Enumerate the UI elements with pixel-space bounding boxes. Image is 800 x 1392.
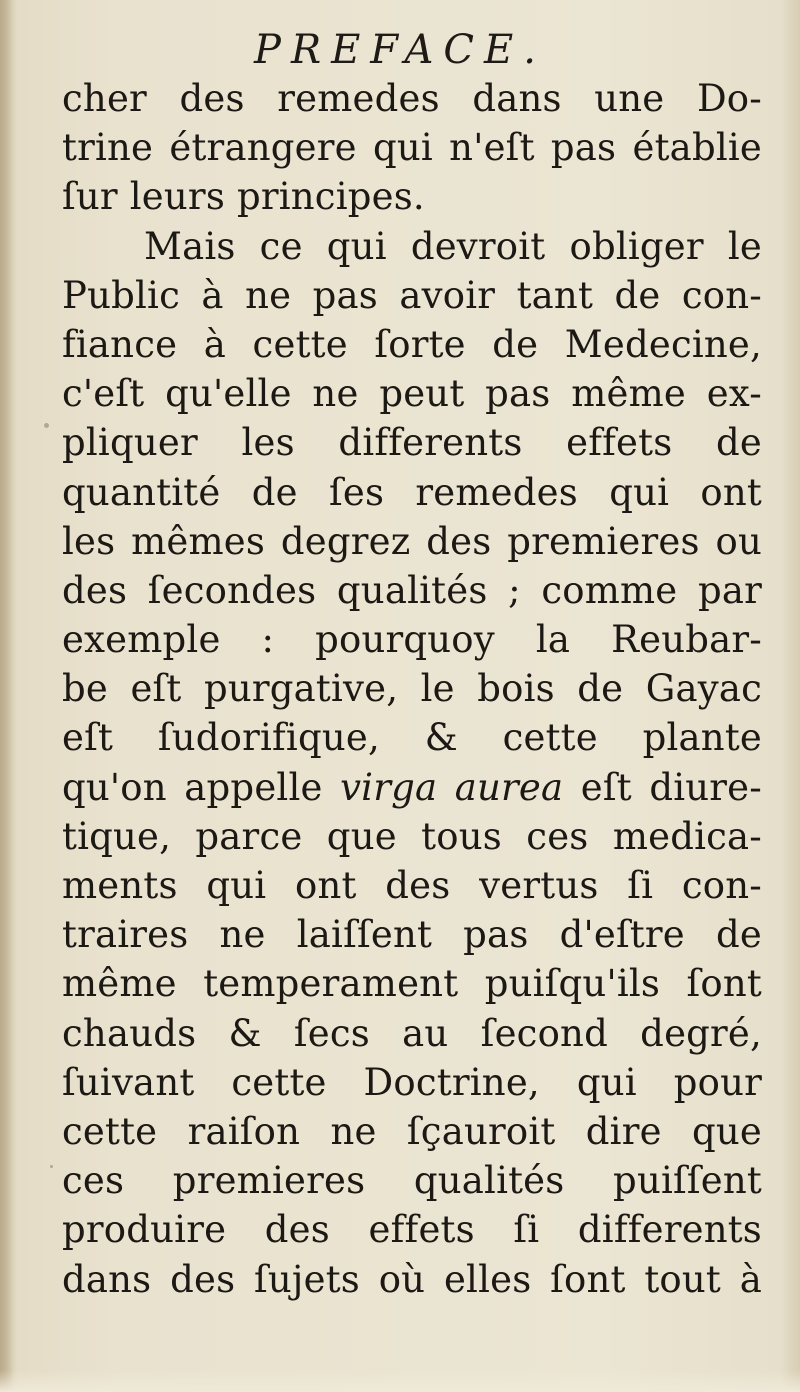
text-line: be eſt purgative, le bois de Gayac	[62, 667, 762, 711]
text-line: ces premieres qualités puiſſent	[62, 1159, 762, 1203]
text-line: cher des remedes dans une Do-	[62, 77, 762, 120]
text-line: tique, parce que tous ces medica-	[62, 814, 762, 858]
text-segment: eſt diure-	[563, 765, 762, 809]
text-line: cette raiſon ne ſçauroit dire que	[62, 1109, 762, 1153]
text-line: traires ne laiſſent pas d'eſtre de	[62, 913, 762, 957]
text-line: Public à ne pas avoir tant de con-	[62, 273, 762, 317]
ink-speck	[44, 423, 49, 428]
text-line: produire des effets ſi differents	[62, 1208, 762, 1252]
ink-speck	[50, 1165, 53, 1168]
text-line	[62, 763, 762, 812]
text-line: chauds & ſecs au ſecond degré,	[62, 1011, 762, 1055]
text-line: même temperament puiſqu'ils ſont	[62, 962, 762, 1006]
page-bottom-edge	[0, 1370, 800, 1392]
page-gutter-shadow	[0, 0, 14, 1392]
text-segment: qu'on appelle	[62, 765, 341, 809]
text-line: quantité de ſes remedes qui ont	[62, 470, 762, 514]
running-head: PREFACE.	[254, 27, 546, 73]
text-line: dans des ſujets où elles ſont tout à	[62, 1257, 762, 1301]
text-line: des ſecondes qualités ; comme par	[62, 568, 762, 612]
body-text	[62, 74, 762, 1304]
text-line: exemple : pourquoy la Reubar-	[62, 618, 762, 662]
text-line: c'eſt qu'elle ne peut pas même ex-	[62, 372, 762, 416]
text-line: eſt ſudorifique, & cette plante	[62, 716, 762, 760]
text-line: fiance à cette ſorte de Medecine,	[62, 322, 762, 366]
text-line: Mais ce qui devroit obliger le	[144, 224, 762, 268]
text-line: pliquer les differents effets de	[62, 421, 762, 465]
text-line: trine étrangere qui n'eſt pas établie	[62, 126, 762, 170]
text-line: ments qui ont des vertus ſi con-	[62, 864, 762, 907]
text-line: ſuivant cette Doctrine, qui pour	[62, 1060, 762, 1104]
latin-term: virga aurea	[340, 765, 564, 809]
text-line: ſur leurs principes.	[62, 175, 425, 219]
text-line: les mêmes degrez des premieres ou	[62, 519, 762, 563]
